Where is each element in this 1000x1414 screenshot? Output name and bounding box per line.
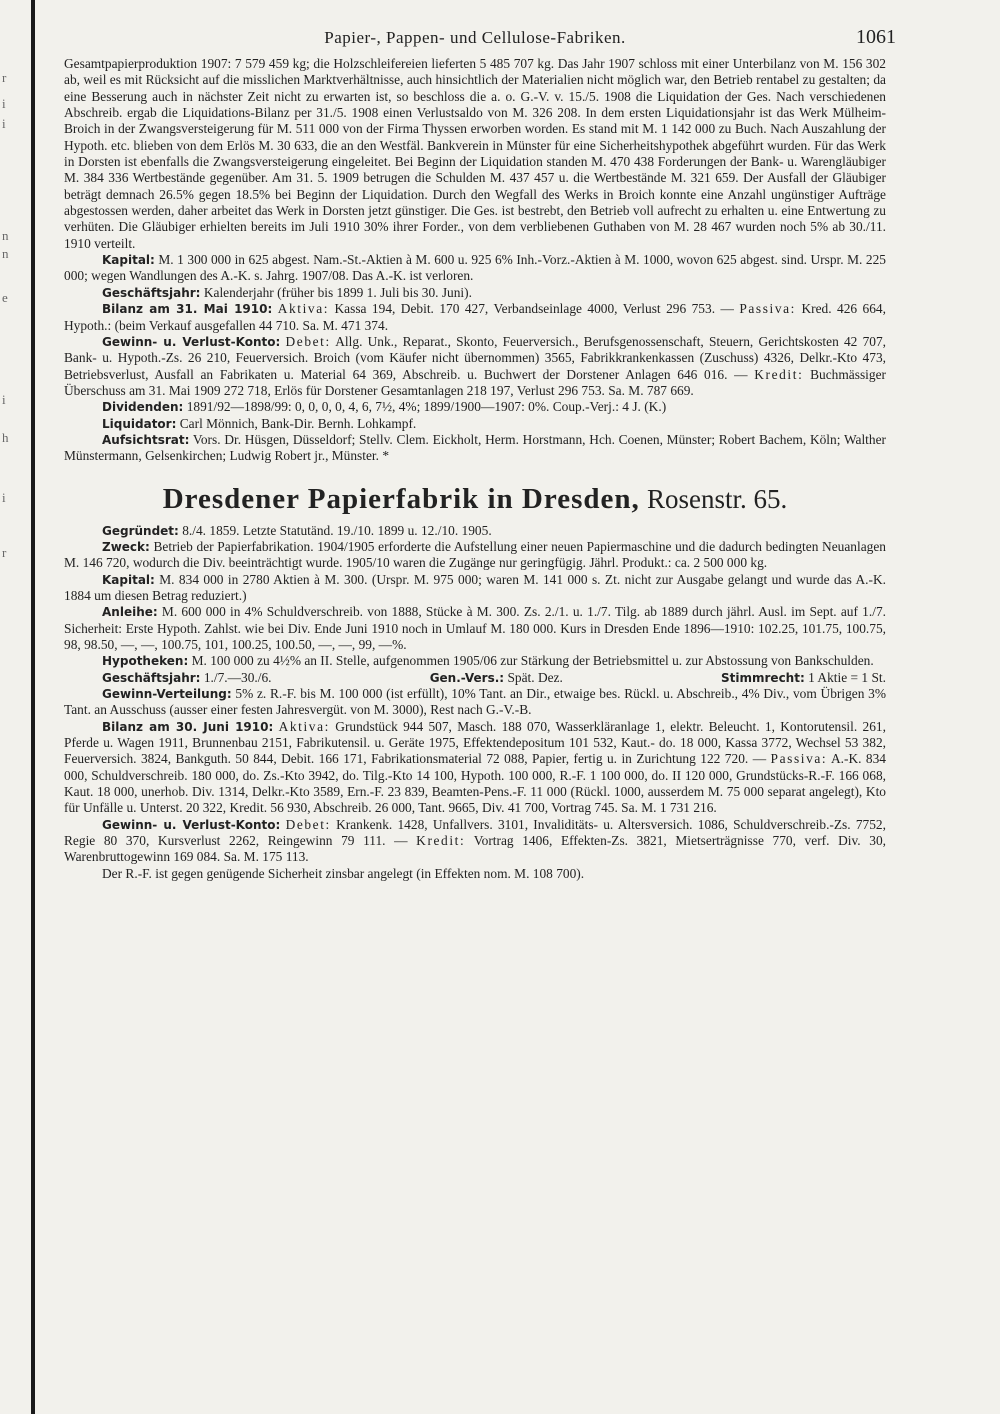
binding-gutter	[31, 0, 35, 1414]
stimmrecht-label: Stimmrecht:	[721, 670, 805, 685]
anleihe-text: M. 600 000 in 4% Schuldverschreib. von 1888, Stücke à M. 300. Zs. 2./1. u. 1./7. Tilg. ab 1889 durch jährl. Ausl. im Sept. auf 1./7. Sicherheit: Erste Hypoth. Zahlst. wie bei Div. Ende Juni 1910 noch in Umlauf M. 180 000. Kurs in Dresden Ende 1896—1910: 102.25, 101.75, 100.75, 98, 98.50, —, —, 100.75, 101, 100.25, 100.50, —, —, 99, —%.	[64, 604, 886, 652]
dividenden-text: 1891/92—1898/99: 0, 0, 0, 0, 4, 6, 7½, 4%; 1899/1900—1907: 0%. Coup.-Verj.: 4 J. (K.)	[186, 399, 667, 415]
gen-vers-text: Spät. Dez.	[507, 669, 563, 685]
anleihe-label: Anleihe:	[102, 605, 158, 620]
margin-letter: r	[2, 70, 7, 85]
page	[64, 24, 896, 882]
hypotheken-section	[64, 653, 886, 669]
bilanz-label: Bilanz am 31. Mai 1910:	[102, 302, 273, 317]
liquidator-section	[64, 416, 886, 432]
liquidator-text: Carl Mönnich, Bank-Dir. Bernh. Lohkampf.	[179, 415, 417, 431]
guv-label: Gewinn- u. Verlust-Konto:	[102, 334, 281, 349]
passiva-text: Kred. 426 664, Hypoth.: (beim Verkauf ausgefallen 44 710. Sa. M. 471 374.	[64, 301, 886, 333]
hypotheken-label: Hypotheken:	[102, 654, 189, 669]
margin-letter: e	[2, 290, 8, 305]
debet-word: Debet:	[285, 816, 331, 832]
margin-letter: n	[2, 228, 9, 243]
dividenden-section	[64, 399, 886, 415]
gewinn-verteilung-section	[64, 686, 886, 719]
bilanz-section	[64, 301, 886, 334]
debet-word: Debet:	[285, 333, 331, 349]
passiva-word: Passiva:	[770, 751, 828, 767]
stimmrecht-text: 1 Aktie = 1 St.	[808, 669, 886, 685]
guv-section	[64, 817, 886, 866]
guv-label: Gewinn- u. Verlust-Konto:	[102, 817, 281, 832]
hypotheken-text: M. 100 000 zu 4½% an II. Stelle, aufgenommen 1905/06 zur Stärkung der Betriebsmittel u. zur Abstossung von Bankschulden.	[191, 653, 874, 669]
geschaeftsjahr-label: Geschäftsjahr:	[102, 670, 201, 685]
geschaeftsjahr-text: 1./7.—30./6.	[203, 669, 272, 685]
liquidator-label: Liquidator:	[102, 416, 177, 431]
gen-vers-item	[430, 670, 563, 686]
margin-letter: i	[2, 392, 6, 407]
aktiva-text: Grundstück 944 507, Masch. 188 070, Wasserkläranlage 1, elektr. Beleucht. 1, Kontorutensil. 261, Pferde u. Wagen 1911, Brunnenbau 2151, Fabrikutensil. u. Geräte 1975, Effektendepositum 101 532, Kaut.- do. 18 000, Kassa 3772, Wechsel 53 382, Feuerversich. 3824, Bankguth. 50 844, Debit. 166 171, Fabrikationsmaterial 72 088, Papier, fertig u. in Zurichtung 122 720. —	[64, 718, 886, 767]
debet-text: Allg. Unk., Reparat., Skonto, Feuerversich., Berufsgenossenschaft, Steuern, Gerichtskosten 42 707, Bank- u. Hypoth.-Zs. 26 210, Feuerversich. Broich (vom Käufer nicht übernommen) 3565, Fabrikkrankenkassen (Zuschuss) 4326, Delkr.-Kto 473, Betriebsverlust, Ausfall an Fabrikaten u. Material 64 369, Abschreib. u. Buchwert der Dorstener Anlagen 646 016. —	[64, 333, 886, 382]
debet-text: Krankenk. 1428, Unfallvers. 3101, Invaliditäts- u. Altersversich. 1086, Schuldverschreib.-Zs. 7752, Regie 80 370, Kursverlust 2262, Reingewinn 79 111. —	[64, 816, 886, 849]
page-number: 1061	[856, 26, 896, 48]
aufsichtsrat-text: Vors. Dr. Hüsgen, Düsseldorf; Stellv. Clem. Eickholt, Herm. Horstmann, Hch. Coenen, Münster; Robert Bachem, Köln; Walther Münstermann, Gelsenkirchen; Ludwig Robert jr., Münster. *	[64, 431, 886, 464]
bilanz-label: Bilanz am 30. Juni 1910:	[102, 719, 274, 734]
kapital-label: Kapital:	[102, 572, 155, 587]
kapital-section	[64, 572, 886, 605]
guv-section	[64, 334, 886, 399]
zweck-section	[64, 539, 886, 572]
zweck-label: Zweck:	[102, 539, 150, 554]
margin-letter: i	[2, 96, 6, 111]
geschaeftsjahr-label: Geschäftsjahr:	[102, 285, 201, 300]
gewinn-verteilung-label: Gewinn-Verteilung:	[102, 687, 232, 702]
company-heading	[64, 483, 886, 515]
kredit-text: Buchmässiger Überschuss am 31. Mai 1909 272 718, Erlös für Dorstener Gesamtanlagen 218 197, Verlust 296 753. Sa. M. 787 669.	[64, 366, 886, 398]
gen-vers-label: Gen.-Vers.:	[429, 670, 505, 685]
kredit-word: Kredit:	[754, 366, 804, 382]
dividenden-label: Dividenden:	[102, 400, 184, 415]
aktiva-word: Aktiva:	[278, 718, 330, 734]
kredit-word: Kredit:	[416, 833, 466, 849]
margin-letter: i	[2, 116, 6, 131]
company-entry	[64, 523, 886, 883]
passiva-text: A.-K. 834 000, Schuldverschreib. 180 000, do. Zs.-Kto 3942, do. Tilg.-Kto 14 100, Hypoth. 100 000, R.-F. 1 100 000, do. II 120 000, Grundstücks-R.-F. 166 068, Kaut. 18 000, unerhob. Div. 1314, Delkr.-Kto 3589, Ern.-F. 23 839, Beamten-Pens.-F. 11 000 (Rückl. 1000, ausserdem M. 75 000 separat angelegt), Kto für Unfälle u. Unterst. 20 322, Kredit. 56 930, Abschreib. 26 000, Tant. 9665, Div. 41 700, Vortrag 745. Sa. M. 1 731 216.	[64, 751, 886, 816]
geschaeftsjahr-text: Kalenderjahr (früher bis 1899 1. Juli bis 30. Juni).	[203, 284, 472, 300]
geschaeftsjahr-row	[64, 670, 886, 686]
geschaeftsjahr-section	[64, 285, 886, 301]
margin-letter: i	[2, 490, 6, 505]
kredit-text: Vortrag 1406, Effekten-Zs. 3821, Mietserträgnisse 770, verf. Div. 30, Warenbruttogewinn 169 084. Sa. M. 175 113.	[64, 833, 886, 865]
gegruendet-section	[64, 523, 886, 539]
margin-letter: h	[2, 430, 9, 445]
running-header	[64, 24, 896, 56]
aufsichtsrat-label: Aufsichtsrat:	[102, 432, 190, 447]
kapital-section	[64, 252, 886, 285]
gegruendet-label: Gegründet:	[102, 523, 179, 538]
kapital-text: M. 1 300 000 in 625 abgest. Nam.-St.-Aktien à M. 600 u. 925 6% Inh.-Vorz.-Aktien à M. 1000, wovon 625 abgest. sind. Urspr. M. 225 000; wegen Wandlungen des A.-K. s. Jahrg. 1907/08. Das A.-K. ist verloren.	[64, 252, 886, 284]
geschaeftsjahr-item	[102, 670, 272, 686]
margin-letter: n	[2, 246, 9, 261]
aktiva-text: Kassa 194, Debit. 170 427, Verbandseinlage 4000, Verlust 296 753. —	[334, 301, 734, 317]
aktiva-word: Aktiva:	[277, 301, 330, 317]
aufsichtsrat-section	[64, 432, 886, 465]
reservefonds-note: Der R.-F. ist gegen genügende Sicherheit zinsbar angelegt (in Effekten nom. M. 108 700).	[102, 865, 585, 881]
stimmrecht-item	[721, 670, 886, 686]
zweck-text: Betrieb der Papierfabrikation. 1904/1905 erforderte die Aufstellung einer neuen Papiermaschine und die dadurch bedingten Neuanlagen M. 146 720, wodurch die Div. beeinträchtigt wurde. 1905/10 waren die Zugänge nur geringfügig. Jährl. Produkt.: ca. 2 500 000 kg.	[64, 538, 886, 571]
kapital-label: Kapital:	[102, 253, 155, 268]
header-title: Papier-, Pappen- und Cellulose-Fabriken.	[324, 28, 626, 47]
previous-company-entry	[64, 56, 886, 465]
gewinn-verteilung-text: 5% z. R.-F. bis M. 100 000 (ist erfüllt), 10% Tant. an Dir., etwaige bes. Rückl. u. Abschreib., 4% Div., vom Übrigen 3% Tant. an Ausschuss (ausser einer festen Jahresvergüt. von M. 3000), Rest nach G.-V.-B.	[64, 686, 886, 718]
anleihe-section	[64, 604, 886, 653]
bilanz-section	[64, 719, 886, 817]
liquidation-report: Gesamtpapierproduktion 1907: 7 579 459 kg; die Holzschleifereien lieferten 5 485 707 kg. Das Jahr 1907 schloss mit einer Unterbilanz von M. 156 302 ab, weil es mit Rücksicht auf die misslichen Marktverhältnisse, auch hinsichtlich der Materialien nicht möglich war, den Betrieb rentabel zu gestalten; da eine Besserung auch in nächster Zeit nicht zu erwarten ist, so beschloss die a. o. G.-V. v. 15./5. 1908 die Liquidation der Ges. Nach verschiedenen Abschreib. ergab die Liquidations-Bilanz per 31./5. 1908 einen Verlustsaldo von M. 326 208. In dem ersten Liquidationsjahr ist das Werk Mülheim-Broich in der Zwangsversteigerung für M. 511 000 von der Firma Thyssen erworben worden. Es stand mit M. 1 142 000 zu Buch. Nach Auszahlung der Hypoth. etc. blieben von dem Erlös M. 30 633, die an den Westfäl. Bankverein in Münster für eine Sicherheitshypothek abgeführt wurden. Für das Werk in Dorsten ist ebenfalls die Zwangsversteigerung eingeleitet. Bei Beginn der Liquidation standen M. 470 438 Forderungen der Bank- u. Warengläubiger M. 384 336 Wertbestände gegenüber. Am 31. 5. 1909 betrugen die Schulden M. 437 457 u. die Wertbestände M. 321 659. Der Ausfall der Gläubiger beträgt demnach 26.5% gegen 18.5% bei Beginn der Liquidation. Durch den Wegfall des Werks in Broich konnte eine Anzahl ungünstiger Aufträge abgestossen werden, daher arbeitet das Werk in Dorsten jetzt günstiger. Die Ges. ist bestrebt, den Betrieb voll aufrecht zu erhalten u. eine Entwertung zu verhüten. Die Gläubiger erhielten bereits im Juli 1910 30% ihrer Forder., von dem verbliebenen Guthaben von M. 28 467 wurden noch 5% ab 30./11. 1910 verteilt.	[64, 56, 886, 251]
left-margin-bleed	[0, 0, 12, 1414]
kapital-text: M. 834 000 in 2780 Aktien à M. 300. (Urspr. M. 975 000; waren M. 141 000 s. Zt. nicht zur Ausgabe gelangt und wurde das A.-K. 1884 um diesen Betrag reduziert.)	[64, 571, 886, 603]
company-name: Dresdener Papierfabrik in Dresden,	[162, 482, 640, 515]
passiva-word: Passiva:	[739, 301, 797, 317]
gegruendet-text: 8./4. 1859. Letzte Statutänd. 19./10. 1899 u. 12./10. 1905.	[182, 522, 492, 538]
company-address: Rosenstr. 65.	[647, 483, 788, 514]
margin-letter: r	[2, 545, 7, 560]
